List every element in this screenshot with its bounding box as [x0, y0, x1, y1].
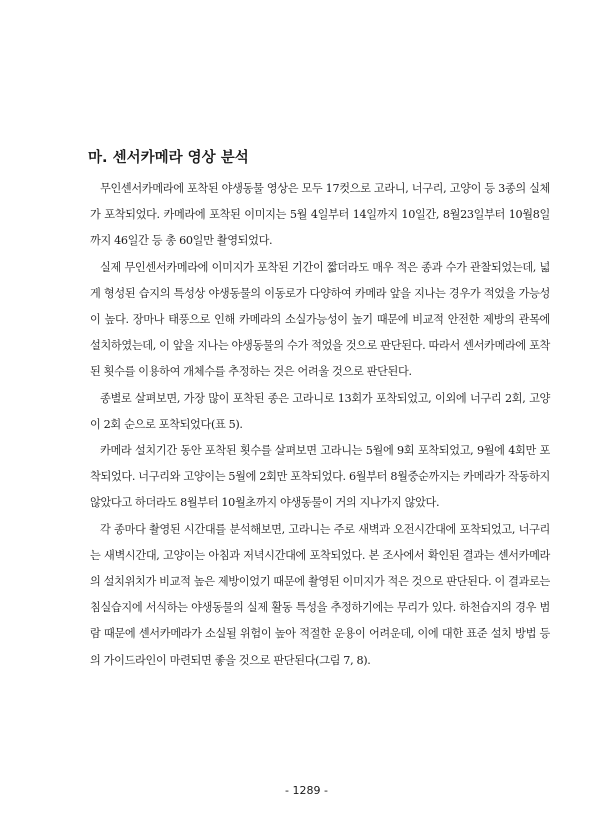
paragraph-summary: 무인센서카메라에 포착된 야생동물 영상은 모두 17컷으로 고라니, 너구리, 고양이 등 3종의 실체가 포착되었다. 카메라에 포착된 이미지는 5월 4일부터 14일까지 10일간, 8월23일부터 10월8일까지 46일간 등 총 60일만 촬영되었다. — [90, 182, 550, 248]
paragraph-species: 종별로 살펴보면, 가장 많이 포착된 종은 고라니로 13회가 포착되었고, 이외에 너구리 2회, 고양이 2회 순으로 포착되었다(표 5). — [90, 391, 550, 431]
body-text — [90, 176, 550, 674]
paragraph-time-of-day: 각 종마다 촬영된 시간대를 분석해보면, 고라니는 주로 새벽과 오전시간대에 포착되었고, 너구리는 새벽시간대, 고양이는 아침과 저녁시간대에 포착되었다. 본 조사에서 확인된 결과는 센서카메라의 설치위치가 비교적 높은 제방이었기 때문에 촬영된 이미지가 적은 것으로 판단된다. 이 결과로는 침실습지에 서식하는 야생동물의 실제 활동 특성을 추정하기에는 무리가 있다. 하천습지의 경우 범람 때문에 센서카메라가 소실될 위험이 높아 적절한 운용이 어려운데, 이에 대한 표준 설치 방법 등의 가이드라인이 마련되면 좋을 것으로 판단된다(그림 7, 8). — [90, 522, 550, 667]
paragraph-period: 카메라 설치기간 동안 포착된 횟수를 살펴보면 고라니는 5월에 9회 포착되었고, 9월에 4회만 포착되었다. 너구리와 고양이는 5월에 2회만 포착되었다. 6월부터 8월중순까지는 카메라가 작동하지 않았다고 하더라도 8월부터 10월초까지 야생동물이 거의 지나가지 않았다. — [90, 444, 550, 510]
page-number: - 1289 - — [285, 784, 328, 797]
paragraph-observation: 실제 무인센서카메라에 이미지가 포착된 기간이 짧더라도 매우 적은 종과 수가 관찰되었는데, 넓게 형성된 습지의 특성상 야생동물의 이동로가 다양하여 카메라 앞을 지나는 경우가 적었을 가능성이 높다. 장마나 태풍으로 인해 카메라의 소실가능성이 높기 때문에 비교적 안전한 제방의 관목에 설치하였는데, 이 앞을 지나는 야생동물의 수가 적었을 것으로 판단된다. 따라서 센서카메라에 포착된 횟수를 이용하여 개체수를 추정하는 것은 어려울 것으로 판단된다. — [90, 260, 550, 379]
section-heading: 마. 센서카메라 영상 분석 — [88, 150, 249, 166]
